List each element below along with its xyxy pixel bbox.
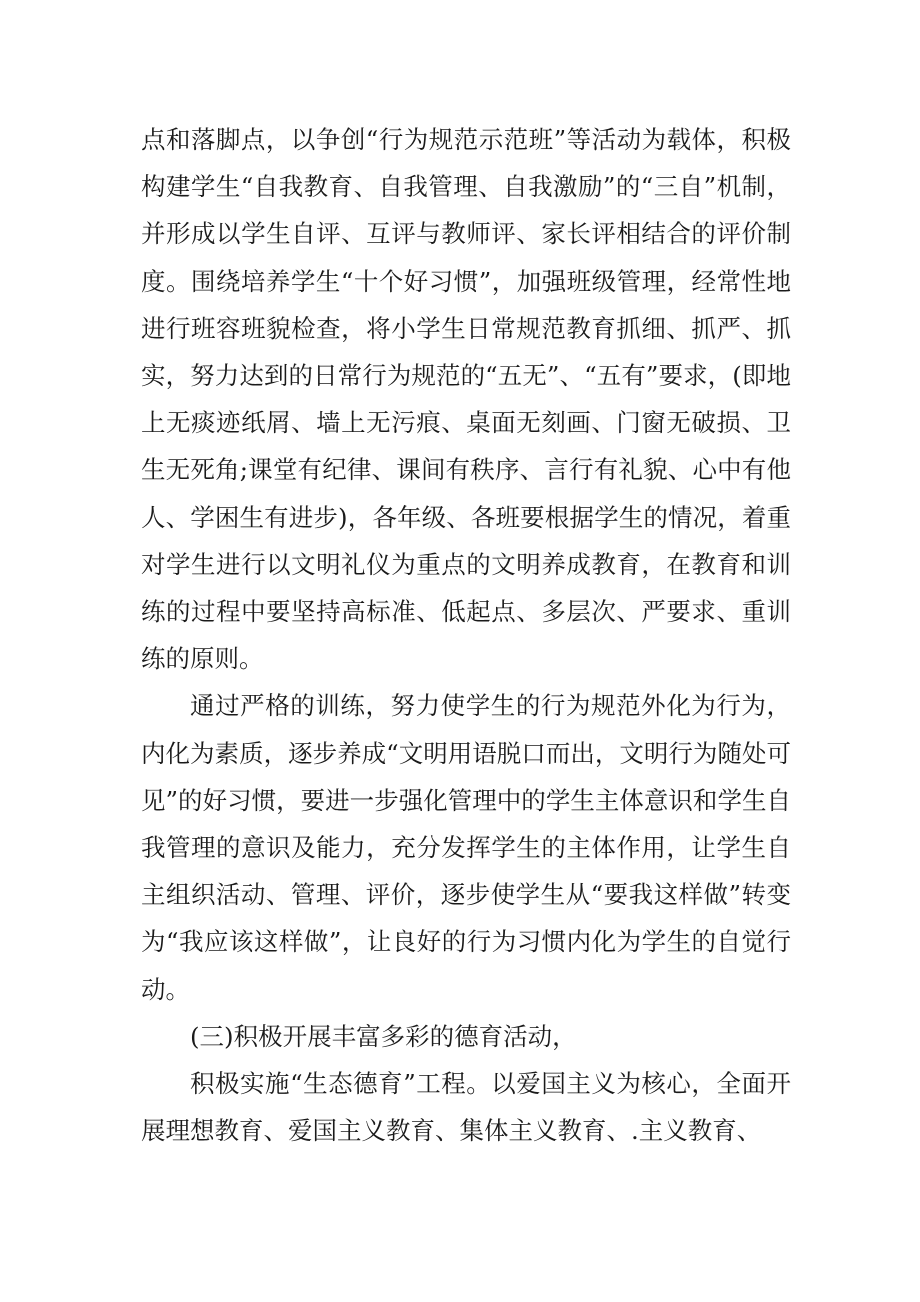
paragraph-ecological-moral-education: 积极实施“生态德育”工程。以爱国主义为核心，全面开展理想教育、爱国主义教育、集体主义教育、.主义教育、 (141, 1069, 791, 1146)
paragraph-continued: 点和落脚点，以争创“行为规范示范班”等活动为载体，积极构建学生“自我教育、自我管理、自我激励”的“三自”机制，并形成以学生自评、互评与教师评、家长评相结合的评价制度。围绕培养学生“十个好习惯”，加强班级管理，经常性地进行班容班貌检查，将小学生日常规范教育抓细、抓严、抓实，努力达到的日常行为规范的“五无”、“五有”要求，(即地上无痰迹纸屑、墙上无污痕、桌面无刻画、门窗无破损、卫生无死角;课堂有纪律、课间有秩序、言行有礼貌、心中有他人、学困生有进步)，各年级、各班要根据学生的情况，着重对学生进行以文明礼仪为重点的文明养成教育，在教育和训练的过程中要坚持高标准、低起点、多层次、严要求、重训练的原则。 (141, 125, 791, 674)
section-heading: (三)积极开展丰富多彩的德育活动， (190, 1021, 577, 1051)
document-body (141, 116, 791, 1154)
paragraph-training: 通过严格的训练，努力使学生的行为规范外化为行为，内化为素质，逐步养成“文明用语脱口而出，文明行为随处可见”的好习惯，要进一步强化管理中的学生主体意识和学生自我管理的意识及能力，充分发挥学生的主体作用，让学生自主组织活动、管理、评价，逐步使学生从“要我这样做”转变为“我应该这样做”，让良好的行为习惯内化为学生的自觉行动。 (141, 691, 791, 1004)
